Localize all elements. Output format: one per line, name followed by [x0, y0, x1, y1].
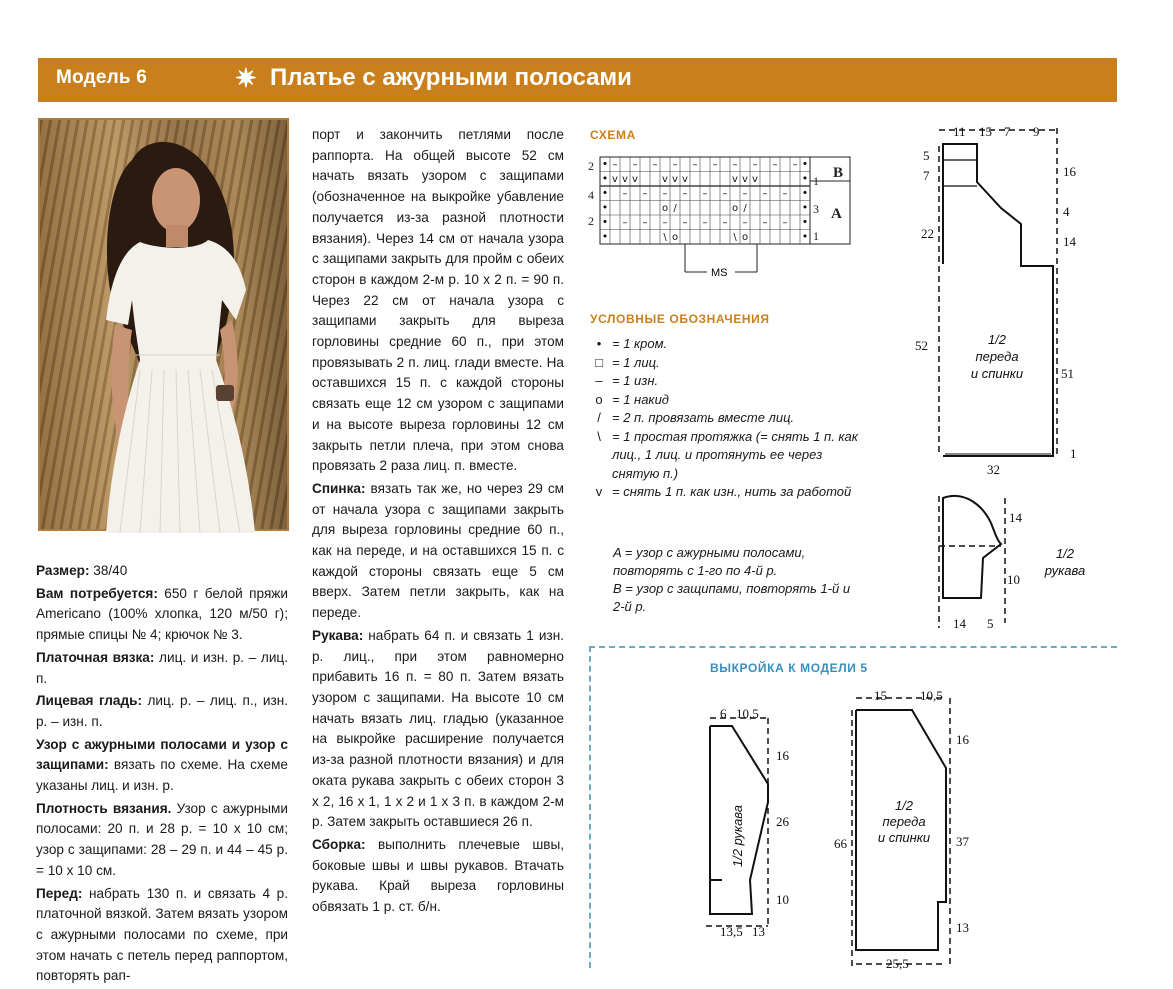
back-paragraph: [312, 479, 564, 624]
dim-label: 1: [1070, 446, 1077, 461]
legend-text: = 1 кром.: [612, 336, 668, 351]
chart-symbol: –: [622, 217, 628, 229]
sleeve-label: рукава: [1044, 563, 1086, 578]
stockinette-paragraph: [36, 691, 288, 732]
dim-label: 26: [776, 814, 789, 829]
chart-symbol: –: [712, 159, 718, 171]
dim-label: 7: [1004, 124, 1011, 139]
assembly-label: Сборка:: [312, 836, 366, 852]
legend-item: [590, 354, 860, 373]
dim-label: 13: [752, 924, 765, 939]
chart-symbol: o: [671, 231, 679, 243]
chart-symbol: –: [772, 159, 778, 171]
dim-label: 10,5: [736, 706, 759, 721]
pattern-notes: [613, 544, 853, 616]
dim-label: 37: [956, 834, 969, 849]
dim-label: 14: [1063, 234, 1076, 249]
chart-symbol: v: [632, 173, 638, 185]
garter-paragraph: [36, 648, 288, 689]
chart-symbol: –: [682, 217, 688, 229]
pattern-value: вязать по схеме. На схеме указаны лиц. и изн. р.: [36, 757, 288, 794]
chart-symbol: –: [662, 217, 668, 229]
model5-pattern-schematic: [692, 680, 992, 980]
chart-symbol: –: [722, 217, 728, 229]
chart-symbol: •: [601, 186, 609, 200]
chart-symbol: v: [672, 173, 678, 185]
sleeves-label: Рукава:: [312, 627, 364, 643]
chart-symbol: –: [702, 188, 708, 200]
chart-symbol: –: [752, 159, 758, 171]
sleeve-label: 1/2: [1055, 546, 1075, 561]
dim-label: 22: [921, 226, 934, 241]
chart-symbol: •: [801, 215, 809, 229]
note-a: A = узор с ажурными полосами, повторять с 1-го по 4-й р.: [613, 545, 806, 578]
section-divider: [589, 646, 1117, 648]
dim-label: 14: [953, 616, 966, 631]
chart-symbol: •: [601, 229, 609, 243]
dim-label: 10,5: [920, 688, 943, 703]
stockinette-value: лиц. р. – лиц. п., изн. р. – изн. п.: [36, 693, 288, 729]
garter-label: Платочная вязка:: [36, 649, 155, 665]
chart-symbol: •: [601, 200, 609, 214]
slip-icon: v: [595, 484, 603, 499]
back-value: вязать так же, но через 29 см от начала узора с защипами закрыть для выреза горловины средние 60 п., как на переде, и на оставшихся 15 п. с каждой стороны связать еще 5 см вверх. Затем петли закрыть, как на переде.: [312, 480, 564, 621]
k2tog-icon: /: [597, 410, 601, 425]
row-number-right: 1: [813, 174, 819, 188]
assembly-value: выполнить плечевые швы, боковые швы и швы рукавов. Втачать рукава. Край выреза горловины обвязать 1 р. ст. б/н.: [312, 836, 564, 915]
dim-label: 16: [956, 732, 969, 747]
model-number: Модель 6: [56, 67, 148, 88]
chart-symbol: v: [662, 173, 668, 185]
chart-symbol: –: [672, 159, 678, 171]
chart-symbol: –: [762, 188, 768, 200]
header-bar: [38, 58, 1117, 102]
legend-item: [590, 409, 860, 428]
legend-item: [590, 335, 860, 354]
legend: [590, 335, 860, 502]
density-paragraph: [36, 799, 288, 882]
chart-symbol: •: [801, 229, 809, 243]
body-label: переда: [975, 349, 1019, 364]
dim-label: 15: [979, 124, 992, 139]
chart-symbol: –: [662, 188, 668, 200]
pattern-paragraph: [36, 735, 288, 797]
purl-icon: –: [595, 373, 603, 388]
garter-value: лиц. и изн. р. – лиц. п.: [36, 649, 288, 686]
body-label: 1/2: [894, 798, 914, 813]
chart-symbol: o: [731, 202, 739, 214]
chart-symbol: v: [732, 173, 738, 185]
chart-symbol: o: [741, 231, 749, 243]
chart-symbol: –: [742, 188, 748, 200]
body-label: и спинки: [877, 830, 931, 845]
chart-symbol: o: [661, 202, 669, 214]
materials-paragraph: [36, 584, 288, 646]
chart-symbol: •: [801, 186, 809, 200]
text-column-1: [36, 561, 288, 989]
dim-label: 52: [915, 338, 928, 353]
chart-grid: [600, 157, 810, 244]
sleeves-paragraph: [312, 626, 564, 833]
chart-symbol: v: [742, 173, 748, 185]
legend-item: [590, 391, 860, 410]
size-label: Размер:: [36, 563, 90, 578]
chart-symbol: –: [782, 188, 788, 200]
sleeves-value: набрать 64 п. и связать 1 изн. р. лиц., при этом равномерно прибавить 16 п. = 80 п. Затем вязать узором с защипами. На высоте 10 см начать вязать лиц. гладью (указанное на выкройке расширение получается из-за разной плотности вязания) и для оката рукава закрыть с обеих сторон 3 х 2, 16 х 1, 1 х 2 и 1 х 3 п. в каждом 2-м р. Затем закрыть оставшиеся 26 п.: [312, 627, 564, 830]
model5-heading: ВЫКРОЙКА К МОДЕЛИ 5: [710, 661, 868, 675]
chart-symbol: –: [632, 159, 638, 171]
chart-symbol: •: [601, 157, 609, 171]
text-column-2: [312, 125, 564, 920]
dim-label: 7: [923, 168, 930, 183]
row-number-right: 3: [813, 202, 819, 216]
ms-label: MS: [711, 267, 728, 279]
chart-symbol: •: [601, 215, 609, 229]
chart-symbol: –: [682, 188, 688, 200]
size-paragraph: [36, 561, 288, 582]
knitting-chart: [585, 150, 860, 280]
chart-symbol: –: [652, 159, 658, 171]
section-letter-a: A: [831, 206, 842, 222]
chart-symbol: –: [642, 217, 648, 229]
legend-text: = 2 п. провязать вместе лиц.: [612, 410, 795, 425]
chart-symbol: \: [663, 231, 667, 243]
front-continued-paragraph: порт и закончить петлями после раппорта. На общей высоте 52 см начать вязать узором с защипами (обозначенное на выкройке убавление получается из-за разной плотности вязания). Через 14 см от начала узора с защипами закрыть для пройм с обеих сторон в каждом 2-м р. 10 х 2 п. = 90 п. Через 22 см от начала узора с защипами закрыть для выреза горловины средние 60 п., при этом провязывать 2 п. лиц. глади вместе. На оставшихся 15 п. с каждой стороны связать еще 12 см узором с защипами и на высоте выреза горловины 12 см закрыть петли плеча, при этом снова провязать 2 раза лиц. п. вместе.: [312, 127, 564, 474]
assembly-paragraph: [312, 835, 564, 918]
dim-label: 5: [923, 148, 930, 163]
chart-symbol: v: [682, 173, 688, 185]
front-label: Перед:: [36, 885, 83, 901]
front-paragraph: [36, 884, 288, 988]
dim-label: 25,5: [886, 956, 909, 971]
dim-label: 6: [720, 706, 727, 721]
chart-symbol: /: [743, 202, 747, 214]
chart-symbol: –: [642, 188, 648, 200]
stockinette-label: Лицевая гладь:: [36, 693, 142, 709]
legend-text: = 1 накид: [612, 391, 669, 407]
dim-label: 32: [987, 462, 1000, 477]
chart-symbol: v: [622, 173, 628, 185]
legend-item: [590, 372, 860, 391]
front-value: набрать 130 п. и связать 4 р. платочной вязкой. Затем вязать узором с ажурными полосами по схеме, при этом начать с петель перед раппортом, повторять рап-: [36, 885, 288, 984]
dim-label: 13: [956, 920, 969, 935]
density-label: Плотность вязания.: [36, 800, 172, 816]
chart-symbol: –: [782, 217, 788, 229]
body-label: и спинки: [970, 366, 1024, 381]
body-label: переда: [882, 814, 926, 829]
chart-symbol: –: [742, 217, 748, 229]
legend-item: [590, 428, 860, 484]
legend-item: [590, 483, 860, 502]
materials-label: Вам потребуется:: [36, 585, 158, 601]
chart-symbol: –: [612, 159, 618, 171]
dim-label: 66: [834, 836, 847, 851]
dim-label: 51: [1061, 366, 1074, 381]
skp-icon: \: [597, 428, 601, 444]
row-number-left: 4: [588, 188, 594, 202]
legend-text: = снять 1 п. как изн., нить за работой: [612, 484, 852, 499]
legend-heading: УСЛОВНЫЕ ОБОЗНАЧЕНИЯ: [590, 312, 770, 326]
density-value: Узор с ажурными полосами: 20 п. и 28 р. = 10 х 10 см; узор с защипами: 28 – 29 п. и 44 – 45 р. = 10 х 10 см.: [36, 800, 288, 878]
chart-symbol: –: [702, 217, 708, 229]
back-label: Спинка:: [312, 480, 366, 496]
knit-icon: □: [595, 354, 603, 370]
chart-symbol: \: [733, 231, 737, 243]
sleeve-label: 1/2 рукава: [730, 804, 745, 868]
chart-symbol: /: [673, 202, 677, 214]
size-value: 38/40: [89, 563, 128, 578]
dim-label: 16: [1063, 164, 1076, 179]
row-number-left: 2: [588, 159, 594, 173]
chart-symbol: v: [752, 173, 758, 185]
dim-label: 9: [1033, 124, 1040, 139]
dim-label: 11: [953, 124, 966, 139]
dim-label: 13,5: [720, 924, 743, 939]
dim-label: 16: [776, 748, 789, 763]
chart-symbol: •: [801, 171, 809, 185]
chart-symbol: •: [801, 157, 809, 171]
chart-symbol: v: [612, 173, 618, 185]
chart-symbol: •: [801, 200, 809, 214]
chart-symbol: –: [792, 159, 798, 171]
chart-symbol: –: [762, 217, 768, 229]
dress-pattern-schematic: [905, 118, 1086, 638]
dim-label: 15: [874, 688, 887, 703]
materials-value: 650 г белой пряжи Americano (100% хлопка, 120 м/50 г); прямые спицы № 4; крючок № 3.: [36, 585, 288, 643]
dim-label: 4: [1063, 204, 1070, 219]
chart-symbol: –: [732, 159, 738, 171]
chart-symbol: •: [601, 171, 609, 185]
note-b: B = узор с защипами, повторять 1-й и 2-й р.: [613, 581, 851, 614]
legend-text: = 1 изн.: [612, 373, 659, 388]
model-photo: [38, 118, 289, 531]
dim-label: 10: [776, 892, 789, 907]
legend-text: = 1 лиц.: [612, 354, 660, 370]
chart-symbol: –: [722, 188, 728, 200]
section-divider-vertical: [589, 646, 591, 968]
dim-label: 5: [987, 616, 994, 631]
page-title: Платье с ажурными полосами: [270, 64, 632, 91]
yarn-over-icon: o: [595, 391, 603, 407]
dim-label: 10: [1007, 572, 1020, 587]
chart-symbol: –: [692, 159, 698, 171]
row-number-left: 2: [588, 214, 594, 228]
legend-text: = 1 простая протяжка (= снять 1 п. как лиц., 1 лиц. и протянуть ее через снятую п.): [612, 428, 858, 481]
body-label: 1/2: [987, 332, 1007, 347]
dim-label: 14: [1009, 510, 1022, 525]
chart-symbol: –: [622, 188, 628, 200]
row-number-right: 1: [813, 229, 819, 243]
star-icon: ✷: [235, 63, 257, 93]
woman-in-white-dress-image: [40, 120, 291, 533]
schema-heading: СХЕМА: [590, 128, 636, 142]
selvage-icon: •: [596, 336, 602, 351]
section-letter-b: B: [833, 165, 844, 181]
pattern-label: Узор с ажурными полосами и узор с защипами:: [36, 736, 288, 773]
